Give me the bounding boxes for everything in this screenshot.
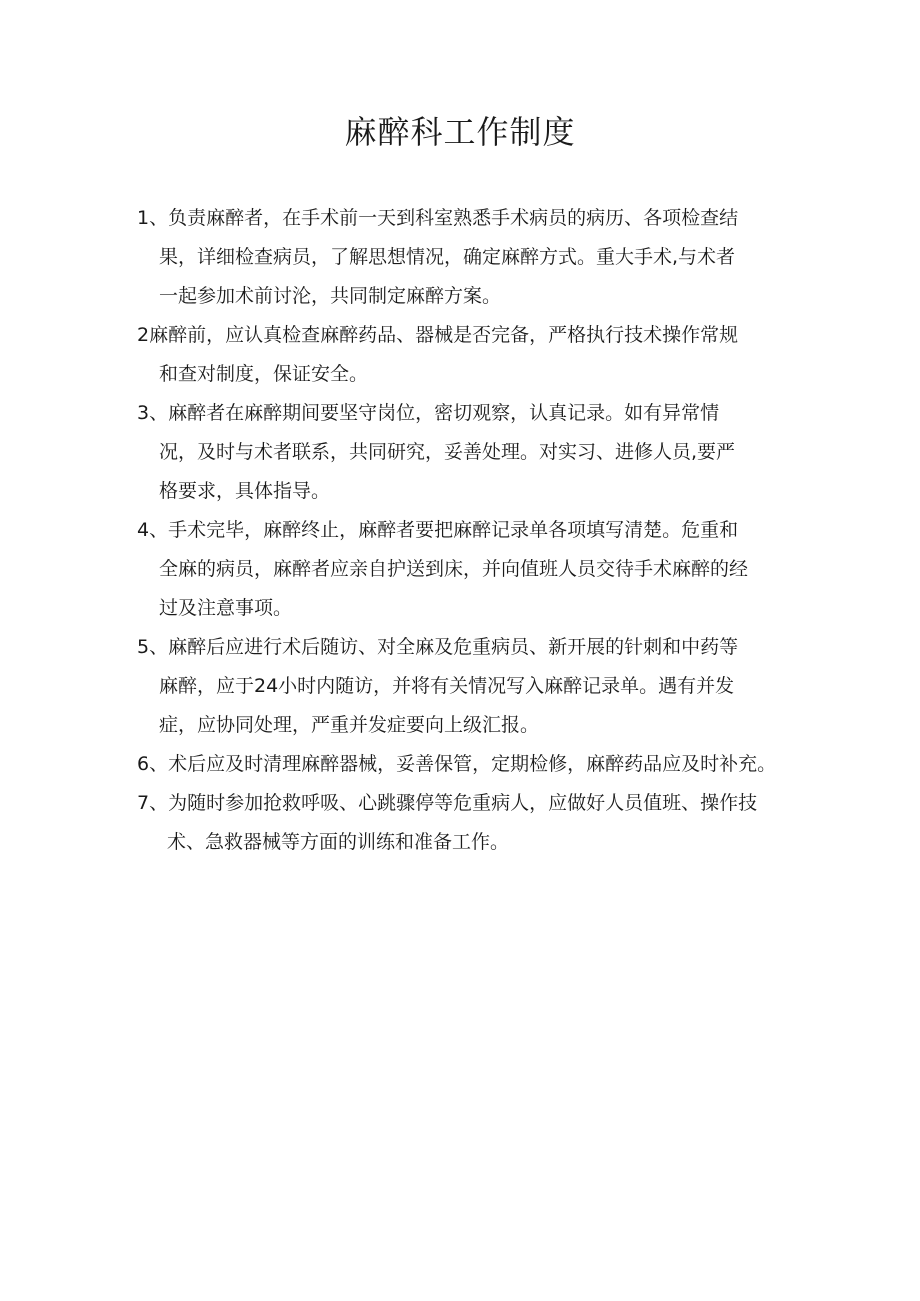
rule-3-line-1: 3、麻醉者在麻醉期间要坚守岗位，密切观察，认真记录。如有异常情	[137, 402, 720, 424]
rule-5-line-2: 麻醉，应于24小时内随访，并将有关情况写入麻醉记录单。遇有并发	[159, 675, 735, 697]
rule-2-line-2: 和查对制度，保证安全。	[159, 363, 369, 385]
rule-3-line-3: 格要求，具体指导。	[159, 480, 331, 502]
rule-3-line-2: 况，及时与术者联系，共同研究，妥善处理。对实习、进修人员,要严	[159, 441, 736, 463]
rule-item-1	[137, 199, 797, 316]
rule-item-4	[137, 511, 797, 628]
rule-1-line-1: 1、负责麻醉者，在手术前一天到科室熟悉手术病员的病历、各项检查结	[137, 207, 739, 229]
rule-5-line-3: 症，应协同处理，严重并发症要向上级汇报。	[159, 714, 540, 736]
rule-4-line-1: 4、手术完毕，麻醉终止，麻醉者要把麻醉记录单各项填写清楚。危重和	[137, 519, 739, 541]
rule-4-line-2: 全麻的病员，麻醉者应亲自护送到床，并向值班人员交待手术麻醉的经	[159, 558, 749, 580]
rule-1-line-3: 一起参加术前讨沦，共同制定麻醉方案。	[159, 285, 502, 307]
rule-item-7	[137, 784, 797, 862]
rule-item-6	[137, 745, 797, 784]
rule-item-5	[137, 628, 797, 745]
rule-item-3	[137, 394, 797, 511]
rule-5-line-1: 5、麻醉后应进行术后随访、对全麻及危重病员、新开展的针刺和中药等	[137, 636, 739, 658]
rule-item-2	[137, 316, 797, 394]
rule-7-line-1: 7、为随时参加抢救呼吸、心跳骤停等危重病人，应做好人员值班、操作技	[137, 792, 758, 814]
document-title: 麻醉科工作制度	[344, 113, 576, 151]
rule-1-line-2: 果，详细检查病员，了解思想情况，确定麻醉方式。重大手术,与术者	[159, 246, 736, 268]
rule-6-line-1: 6、术后应及时清理麻醉器械，妥善保管，定期检修，麻醉药品应及时补充。	[137, 753, 777, 775]
rule-7-line-2: 术、急救器械等方面的训练和准备工作。	[167, 831, 510, 853]
rules-list	[137, 199, 797, 862]
rule-4-line-3: 过及注意事项。	[159, 597, 293, 619]
rule-2-line-1: 2麻醉前，应认真检查麻醉药品、器械是否完备，严格执行技术操作常规	[137, 324, 739, 346]
